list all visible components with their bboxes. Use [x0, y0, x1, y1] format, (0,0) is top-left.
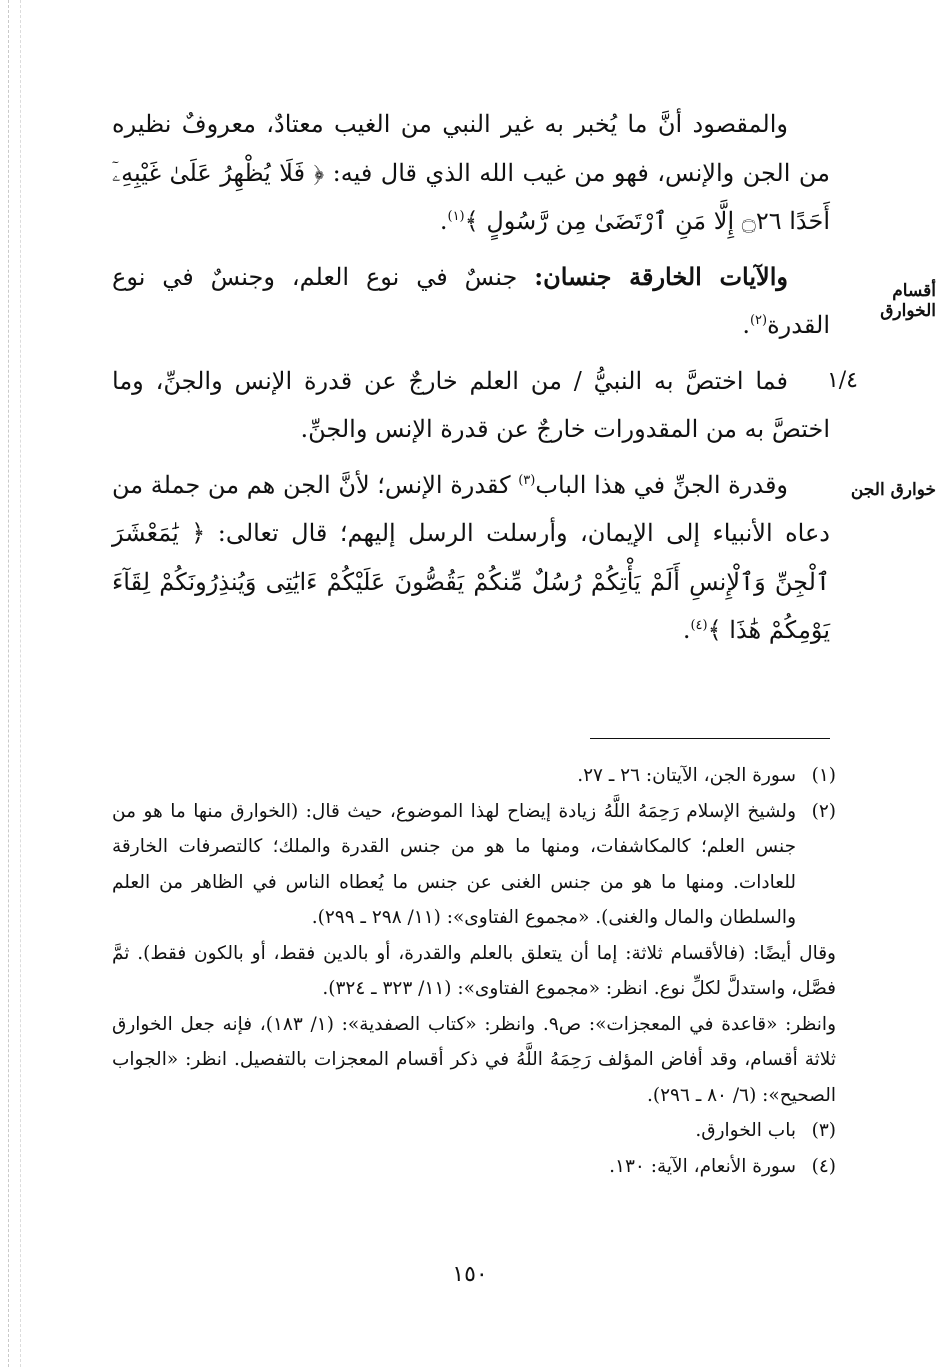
footnote-number: (٢) — [811, 800, 836, 822]
footnote-3 — [112, 1113, 836, 1149]
footnote-text: ولشيخ الإسلام رَحِمَهُ اللَّهُ زيادة إيضاح لهذا الموضوع، حيث قال: (الخوارق منها ما هو من جنس العلم؛ كالمكاشفات، ومنها ما هو من جنس القدرة والملك؛ كالتصرفات الخارقة للعادات. ومنها ما هو من جنس الغنى عن جنس ما يُعطاه الناس في الظاهر من العلم والسلطان والمال والغنى). «مجموع الفتاوى»: (١١/ ٢٩٨ ـ ٢٩٩). — [112, 800, 796, 928]
paragraph-1-text: والمقصود أنَّ ما يُخبر به غير النبي من الغيب معتادٌ، معروفٌ نظيره من الجن والإنس، فهو من غيب الله الذي قال فيه: — [112, 110, 830, 187]
footnote-ref-4: (٤) — [690, 618, 708, 633]
page-number: ١٥٠ — [452, 1262, 488, 1287]
footnote-number: (٤) — [811, 1155, 836, 1177]
margin-note-jinn-miracles: خوارق الجن — [850, 480, 936, 500]
footnote-number: (٣) — [811, 1120, 836, 1141]
punctuation: . — [439, 207, 448, 235]
footnote-text: سورة الأنعام، الآية: ١٣٠. — [609, 1155, 796, 1177]
footnote-ref-2: (٢) — [749, 313, 768, 328]
punctuation: . — [682, 616, 691, 644]
footnote-separator — [590, 738, 830, 739]
paragraph-3 — [112, 357, 830, 454]
footnote-ref-3: (٣) — [518, 472, 536, 488]
footnote-ref-1: (١) — [447, 209, 465, 224]
paragraph-2-heading: والآيات الخارقة جنسان: — [534, 261, 788, 291]
paragraph-2-text: جنسٌ في نوع العلم، وجنسٌ في نوع القدرة — [112, 262, 830, 339]
footnote-text: سورة الجن، الآيتان: ٢٦ ـ ٢٧. — [577, 765, 796, 786]
punctuation: . — [742, 311, 750, 339]
page-binding-edge — [0, 0, 28, 1367]
footnote-number: (١) — [811, 765, 836, 786]
margin-page-marker: ١/٤ — [826, 368, 858, 393]
footnote-2-continuation-1: وقال أيضًا: (فالأقسام ثلاثة: إما أن يتعلق بالعلم والقدرة، أو بالدين فقط، أو بالكون فقط). ثمَّ فصَّل، واستدلَّ لكلِّ نوع. انظر: «مجموع الفتاوى»: (١١/ ٣٢٣ ـ ٣٢٤). — [112, 942, 836, 999]
paragraph-2 — [112, 253, 830, 350]
footnote-4 — [112, 1149, 836, 1185]
footnote-2-continuation-2: وانظر: «قاعدة في المعجزات»: ص٩. وانظر: «كتاب الصفدية»: (١/ ١٨٣)، فإنه جعل الخوارق ثلاثة أقسام، وقد أفاض المؤلف رَحِمَهُ اللَّهُ في ذكر أقسام المعجزات بالتفصيل. انظر: «الجواب الصحيح»: (٦/ ٨٠ ـ ٢٩٦). — [112, 1013, 837, 1106]
main-text — [112, 100, 830, 662]
paragraph-4-text-a: وقدرة الجنِّ في هذا الباب — [535, 470, 789, 499]
paragraph-4-text-b: كقدرة الإنس؛ لأنَّ الجن هم من جملة من دعاه الأنبياء إلى الإيمان، وأرسلت الرسل إليهم؛ قال تعالى: — [112, 470, 830, 547]
paragraph-3-text: فما اختصَّ به النبيُّ / من العلم خارجٌ عن قدرة الإنس والجنِّ، وما اختصَّ به من المقدورات خارجٌ عن قدرة الإنس والجنِّ. — [112, 366, 830, 443]
paragraph-4 — [112, 461, 830, 655]
footnotes — [112, 758, 836, 1184]
footnote-text: باب الخوارق. — [695, 1120, 796, 1141]
margin-note-miracle-types: أقسام الخوارق — [880, 281, 936, 321]
footnote-2 — [112, 794, 836, 936]
footnote-1 — [112, 758, 836, 794]
paragraph-1 — [112, 100, 830, 246]
quran-verse-1: ﴿ فَلَا يُظْهِرُ عَلَىٰ غَيْبِهِۦٓ أَحَدًا ۝٢٦ إِلَّا مَنِ ٱرْتَضَىٰ مِن رَّسُولٍ ﴾ — [112, 158, 830, 235]
quran-verse-2: ﴿ يَٰمَعْشَرَ ٱلْجِنِّ وَٱلْإِنسِ أَلَمْ يَأْتِكُمْ رُسُلٌ مِّنكُمْ يَقُصُّونَ عَلَيْكُمْ ءَايَٰتِى وَيُنذِرُونَكُمْ لِقَآءَ يَوْمِكُمْ هَٰذَا ﴾ — [112, 519, 830, 644]
